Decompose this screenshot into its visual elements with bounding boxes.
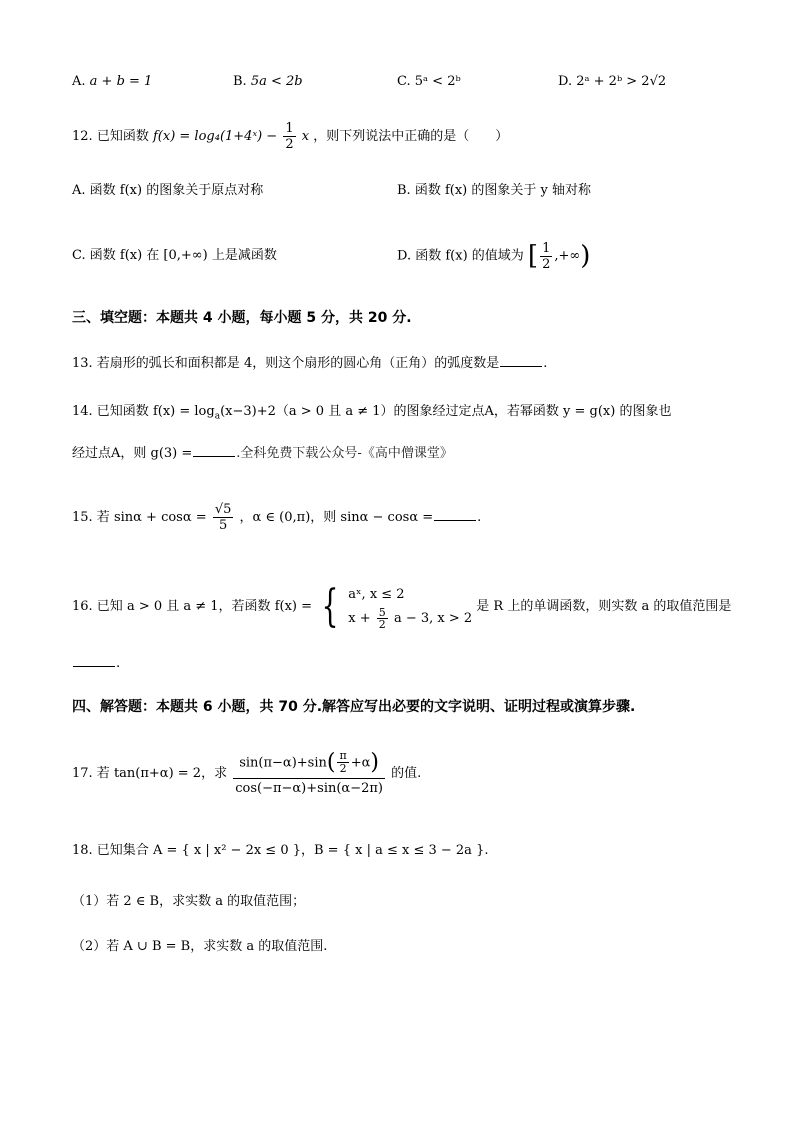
question-text: 15. 若 sinα + cosα =: [72, 510, 207, 525]
option-text: D. 函数 f(x) 的值域为: [397, 248, 524, 264]
left-brace-icon: {: [321, 580, 339, 632]
fraction-pi-over-2: [337, 750, 348, 775]
numerator-part-2: +α: [350, 755, 371, 771]
q16-blank-line: [72, 652, 120, 674]
piecewise-cases: [348, 583, 472, 631]
question-text: 17. 若 tan(π+α) = 2，求: [72, 766, 228, 781]
option-letter: C.: [397, 74, 411, 89]
option-expression: 2ᵃ + 2ᵇ > 2√2: [576, 74, 667, 89]
fraction-one-half: [283, 121, 295, 152]
question-text-cont: ，α ∈ (0,π)，则 sinα − cosα =: [239, 510, 434, 525]
option-letter: B.: [233, 74, 247, 89]
interval-end: ,+∞: [554, 248, 581, 264]
option-expression: a + b = 1: [89, 74, 153, 89]
section-3-heading: 三、填空题：本题共 4 小题，每小题 5 分，共 20 分.: [72, 310, 412, 326]
fraction-numerator: 5: [378, 605, 386, 619]
fraction-numerator: π: [339, 749, 347, 763]
answer-blank: [434, 506, 476, 521]
question-text: 14. 已知函数 f(x) = log: [72, 404, 215, 419]
question-text-cont: 是 R 上的单调函数，则实数 a 的取值范围是: [476, 599, 732, 614]
fraction-numerator: √5: [214, 502, 232, 517]
fraction-numerator: 1: [285, 121, 294, 136]
q12-option-d: D. 函数 f(x) 的值域为 [ $\frac{1}{2}$ ,+∞): [397, 240, 591, 272]
q12-stem: [72, 120, 508, 154]
q11-option-b: [233, 72, 303, 92]
numerator-part-1: sin(π−α)+sin: [239, 755, 327, 771]
fraction-five-halves: [377, 607, 388, 630]
q16: [72, 572, 731, 642]
case-2: [348, 607, 472, 631]
function-expression: f(x) = log₄(1+4ˣ) −: [152, 129, 278, 144]
log-base: a: [214, 411, 221, 422]
fraction-denominator: cos(−π−α)+sin(α−2π): [235, 781, 383, 797]
case-1: aˣ, x ≤ 2: [348, 586, 405, 602]
fraction-denominator: 5: [218, 518, 228, 533]
q13: [72, 352, 547, 374]
q17: [72, 744, 421, 806]
q11-option-c: [397, 72, 461, 92]
fraction-numerator: sin(π−α)+sin( $\frac{\pi}{2}$ +α): [233, 748, 385, 780]
case-2-end: a − 3, x > 2: [393, 610, 473, 626]
q18-part-1: （1）若 2 ∈ B，求实数 a 的取值范围；: [72, 894, 306, 909]
answer-blank: [500, 352, 542, 367]
option-letter: A.: [72, 74, 86, 89]
q12-option-a: A. 函数 f(x) 的图象关于原点对称: [72, 183, 264, 198]
watermark-text: .全科免费下载公众号-《高中僧课堂》: [236, 446, 453, 461]
question-number: 12.: [72, 129, 93, 144]
q18-stem: 18. 已知集合 A = { x | x² − 2x ≤ 0 }，B = { x | a ≤ x ≤ 3 − 2a }.: [72, 843, 489, 858]
answer-blank: [193, 442, 235, 457]
question-text: 经过点A，则 g(3) =: [72, 446, 193, 461]
question-end: .: [116, 656, 121, 671]
fraction-denominator: 2: [285, 137, 294, 152]
answer-blank: [73, 652, 115, 667]
question-end: 的值.: [391, 766, 422, 781]
q18-part-2: （2）若 A ∪ B = B，求实数 a 的取值范围.: [72, 939, 328, 954]
fraction-one-half: [540, 241, 552, 272]
question-end: .: [543, 356, 548, 371]
question-text: 13. 若扇形的弧长和面积都是 4，则这个扇形的圆心角（正角）的弧度数是: [72, 356, 500, 371]
question-end: .: [477, 510, 482, 525]
q14-line-2: [72, 442, 453, 464]
fraction-root5-over-5: [213, 502, 234, 533]
question-text: 16. 已知 a > 0 且 a ≠ 1，若函数 f(x) =: [72, 599, 313, 614]
q11-option-d: [558, 72, 666, 92]
stem-text: 已知函数: [96, 129, 149, 144]
fraction-denominator: 2: [542, 256, 551, 272]
q17-fraction: [233, 748, 385, 800]
q11-option-a: [72, 72, 152, 92]
fraction-denominator: 2: [339, 762, 347, 776]
option-expression: 5a < 2b: [250, 74, 303, 89]
section-4-heading: 四、解答题：本题共 6 小题，共 70 分.解答应写出必要的文字说明、证明过程或演算步骤.: [72, 699, 636, 715]
option-letter: D.: [558, 74, 573, 89]
option-expression: 5ᵃ < 2ᵇ: [414, 74, 461, 89]
stem-text-end: ，则下列说法中正确的是（ ）: [313, 129, 509, 144]
q14-line-1: [72, 402, 671, 427]
q12-option-b: B. 函数 f(x) 的图象关于 y 轴对称: [397, 183, 591, 198]
question-text-cont: (x−3)+2（a > 0 且 a ≠ 1）的图象经过定点A，若幂函数 y = g(x) 的图象也: [220, 404, 672, 419]
fraction-denominator: 2: [378, 617, 386, 631]
q12-option-c: C. 函数 f(x) 在 [0,+∞) 上是减函数: [72, 248, 277, 263]
variable-x: x: [301, 129, 310, 144]
case-2-start: x +: [348, 610, 371, 626]
q15: [72, 500, 481, 536]
fraction-numerator: 1: [542, 240, 551, 256]
